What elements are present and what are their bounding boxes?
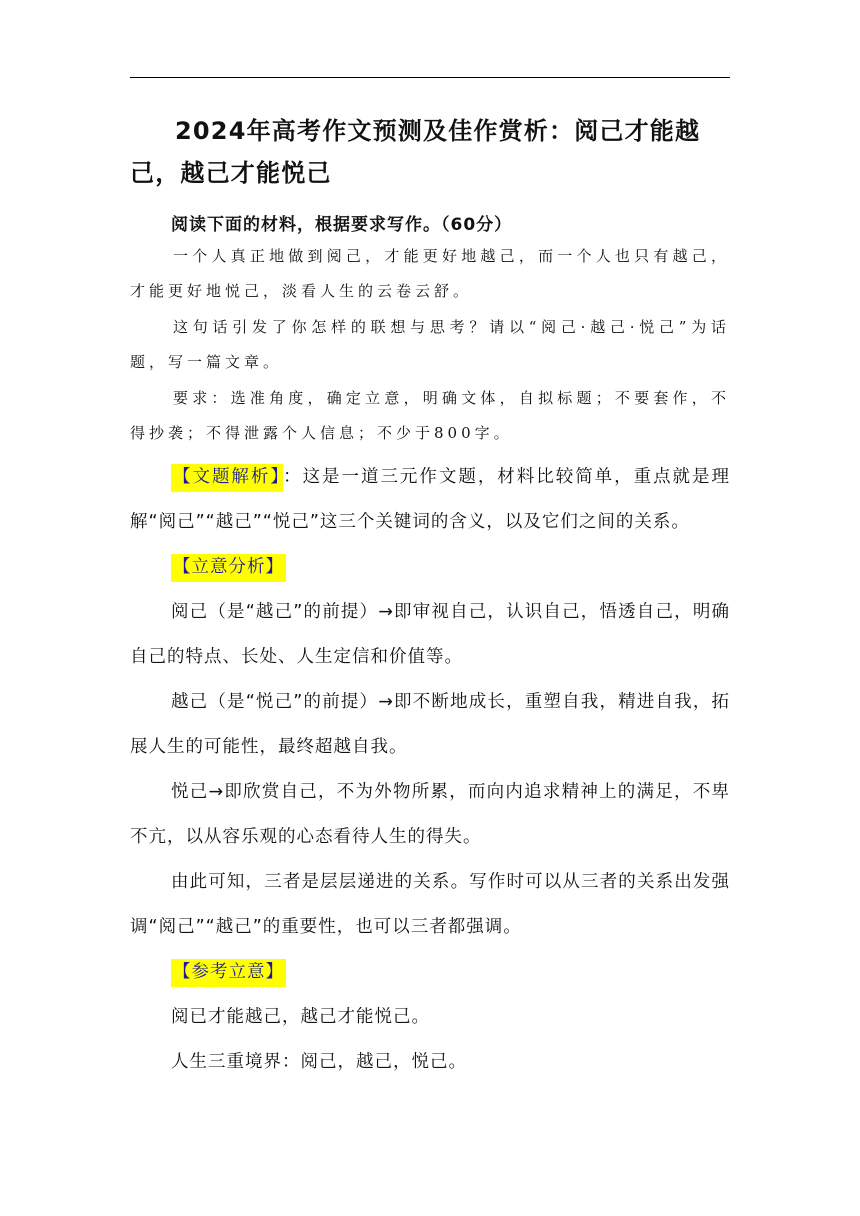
material-paragraph-2: 这句话引发了你怎样的联想与思考？请以“阅己·越己·悦己”为话题，写一篇文章。 xyxy=(130,318,730,371)
header-rule xyxy=(130,77,730,78)
meaning-paragraph-1: 阅己（是“越己”的前提）→即审视自己，认识自己，悟透自己，明确自己的特点、长处、人生定信和价值等。 xyxy=(130,602,730,667)
meaning-heading xyxy=(130,545,730,590)
reference-paragraph-2: 人生三重境界：阅己，越己，悦己。 xyxy=(171,1052,467,1072)
analysis-paragraph xyxy=(130,455,730,545)
material-paragraph-1: 一个人真正地做到阅己，才能更好地越己，而一个人也只有越己，才能更好地悦己，淡看人生的云卷云舒。 xyxy=(130,247,730,300)
meaning-tag: 【立意分析】 xyxy=(171,554,286,582)
material-requirements: 要求：选准角度，确定立意，明确文体，自拟标题；不要套作，不得抄袭；不得泄露个人信息；不少于800字。 xyxy=(130,389,730,442)
document-title: 2024年高考作文预测及佳作赏析：阅己才能越己，越己才能悦己 xyxy=(130,117,701,187)
analysis-text: ：这是一道三元作文题，材料比较简单，重点就是理解“阅己”“越己”“悦己”这三个关键词的含义，以及它们之间的关系。 xyxy=(130,467,731,532)
meaning-paragraph-2: 越己（是“悦己”的前提）→即不断地成长，重塑自我，精进自我，拓展人生的可能性，最终超越自我。 xyxy=(130,692,730,757)
reference-paragraph-1: 阅已才能越己，越己才能悦己。 xyxy=(171,1007,430,1027)
reference-tag: 【参考立意】 xyxy=(171,959,286,987)
meaning-paragraph-3: 悦己→即欣赏自己，不为外物所累，而向内追求精神上的满足，不卑不亢，以从容乐观的心态看待人生的得失。 xyxy=(130,782,730,847)
meaning-paragraph-4: 由此可知，三者是层层递进的关系。写作时可以从三者的关系出发强调“阅己”“越己”的重要性，也可以三者都强调。 xyxy=(130,872,730,937)
reference-heading xyxy=(130,950,730,995)
analysis-tag: 【文题解析】 xyxy=(171,464,283,492)
instruction-line: 阅读下面的材料，根据要求写作。（60分） xyxy=(171,215,513,235)
document-body xyxy=(130,100,730,1085)
